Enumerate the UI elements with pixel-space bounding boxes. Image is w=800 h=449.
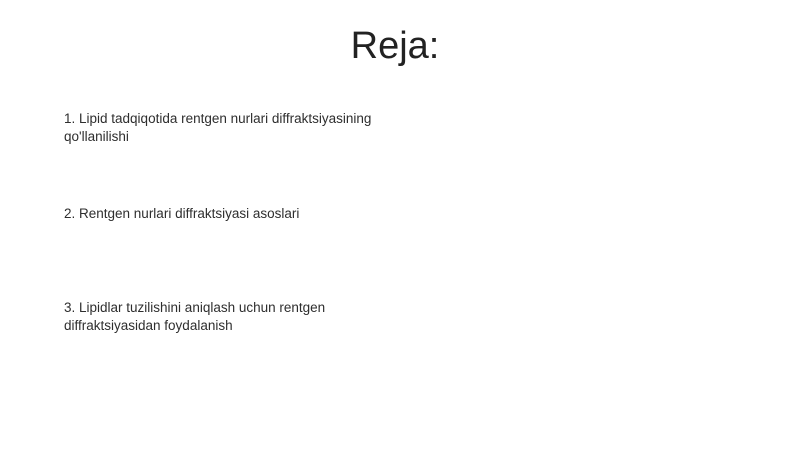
plan-item-1: 1. Lipid tadqiqotida rentgen nurlari diffraktsiyasining qo'llanilishi — [64, 111, 372, 144]
plan-item-3: 3. Lipidlar tuzilishini aniqlash uchun rentgen diffraktsiyasidan foydalanish — [64, 300, 326, 333]
slide-title: Reja: — [350, 25, 440, 67]
plan-item-2: 2. Rentgen nurlari diffraktsiyasi asoslari — [64, 206, 300, 221]
